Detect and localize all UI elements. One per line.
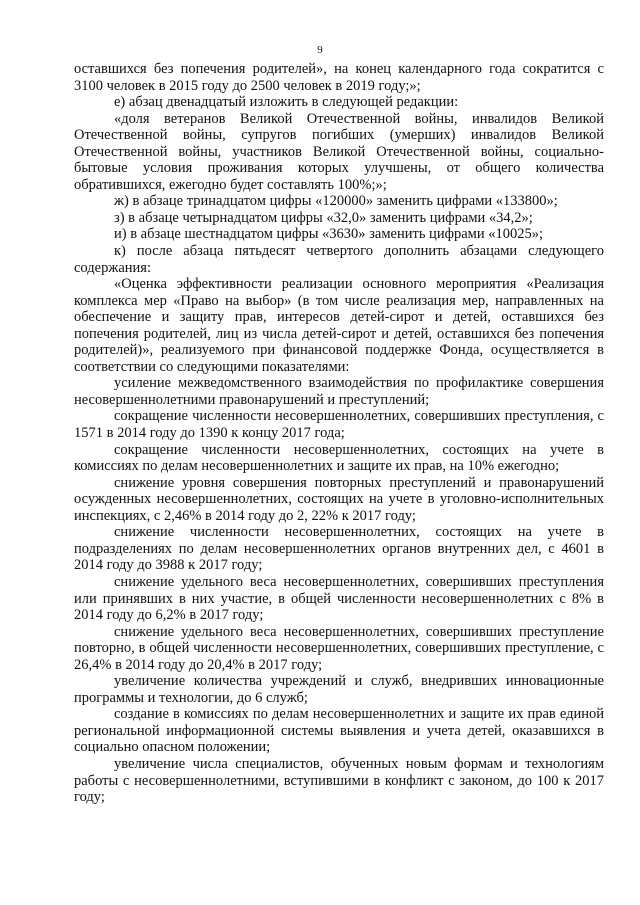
paragraph: сокращение численности несовершеннолетних, совершивших преступления, с 1571 в 2014 году до 1390 к концу 2017 года; <box>74 408 604 442</box>
paragraph: и) в абзаце шестнадцатом цифры «3630» заменить цифрами «10025»; <box>114 226 543 243</box>
paragraph: з) в абзаце четырнадцатом цифры «32,0» заменить цифрами «34,2»; <box>114 209 533 226</box>
document-body <box>74 61 604 806</box>
paragraph: снижение удельного веса несовершеннолетних, совершивших преступления или принявших в них участие, в общей численности несовершеннолетних с 8% в 2014 году до 6,2% в 2017 году; <box>74 573 604 624</box>
paragraph: «доля ветеранов Великой Отечественной войны, инвалидов Великой Отечественной войны, супругов погибших (умерших) инвалидов Великой Отечественной войны, участников Великой Отечественной войны, социально-бытовые условия проживания которых улучшены, от общего количества обратившихся, ежегодно будет составлять 100%;»; <box>74 110 604 193</box>
paragraph: сокращение численности несовершеннолетних, состоящих на учете в комиссиях по делам несовершеннолетних и защите их прав, на 10% ежегодно; <box>74 441 604 475</box>
paragraph: увеличение количества учреждений и служб, внедривших инновационные программы и технологии, до 6 служб; <box>74 673 604 706</box>
paragraph: к) после абзаца пятьдесят четвертого дополнить абзацами следующего содержания: <box>74 243 604 276</box>
paragraph: снижение уровня совершения повторных преступлений и правонарушений осужденных несовершеннолетних, состоящих на учете в уголовно-исполнительных инспекциях, с 2,46% в 2014 году до 2, 22% к 2017 году; <box>74 474 604 524</box>
page-number: 9 <box>317 44 323 56</box>
paragraph: снижение удельного веса несовершеннолетних, совершивших преступление повторно, в общей численности несовершеннолетних, совершивших преступление, с 26,4% в 2014 году до 20,4% в 2017 году; <box>74 623 604 673</box>
paragraph: ж) в абзаце тринадцатом цифры «120000» заменить цифрами «133800»; <box>114 193 558 210</box>
paragraph: е) абзац двенадцатый изложить в следующей редакции: <box>114 94 459 111</box>
paragraph: создание в комиссиях по делам несовершеннолетних и защите их прав единой региональной информационной системы выявления и учета детей, оказавшихся в социально опасном положении; <box>74 706 604 756</box>
paragraph: усиление межведомственного взаимодействия по профилактике совершения несовершеннолетними правонарушений и преступлений; <box>74 375 604 408</box>
paragraph: оставшихся без попечения родителей», на конец календарного года сократится с 3100 человек в 2015 году до 2500 человек в 2019 году;»; <box>74 61 604 94</box>
paragraph: снижение численности несовершеннолетних, состоящих на учете в подразделениях по делам несовершеннолетних органов внутренних дел, с 4601 в 2014 году до 3988 к 2017 году; <box>74 524 604 574</box>
paragraph: «Оценка эффективности реализации основного мероприятия «Реализация комплекса мер «Право на выбор» (в том числе реализация мер, направленных на обеспечение и защиту прав, интересов детей-сирот и детей, оставшихся без попечения родителей, лиц из числа детей-сирот и детей, оставшихся без попечения родителей)», реализуемого при финансовой поддержке Фонда, осуществляется в соответствии со следующими показателями: <box>74 276 604 375</box>
paragraph: увеличение числа специалистов, обученных новым формам и технологиям работы с несовершеннолетними, вступившими в конфликт с законом, до 100 к 2017 году; <box>74 755 604 806</box>
